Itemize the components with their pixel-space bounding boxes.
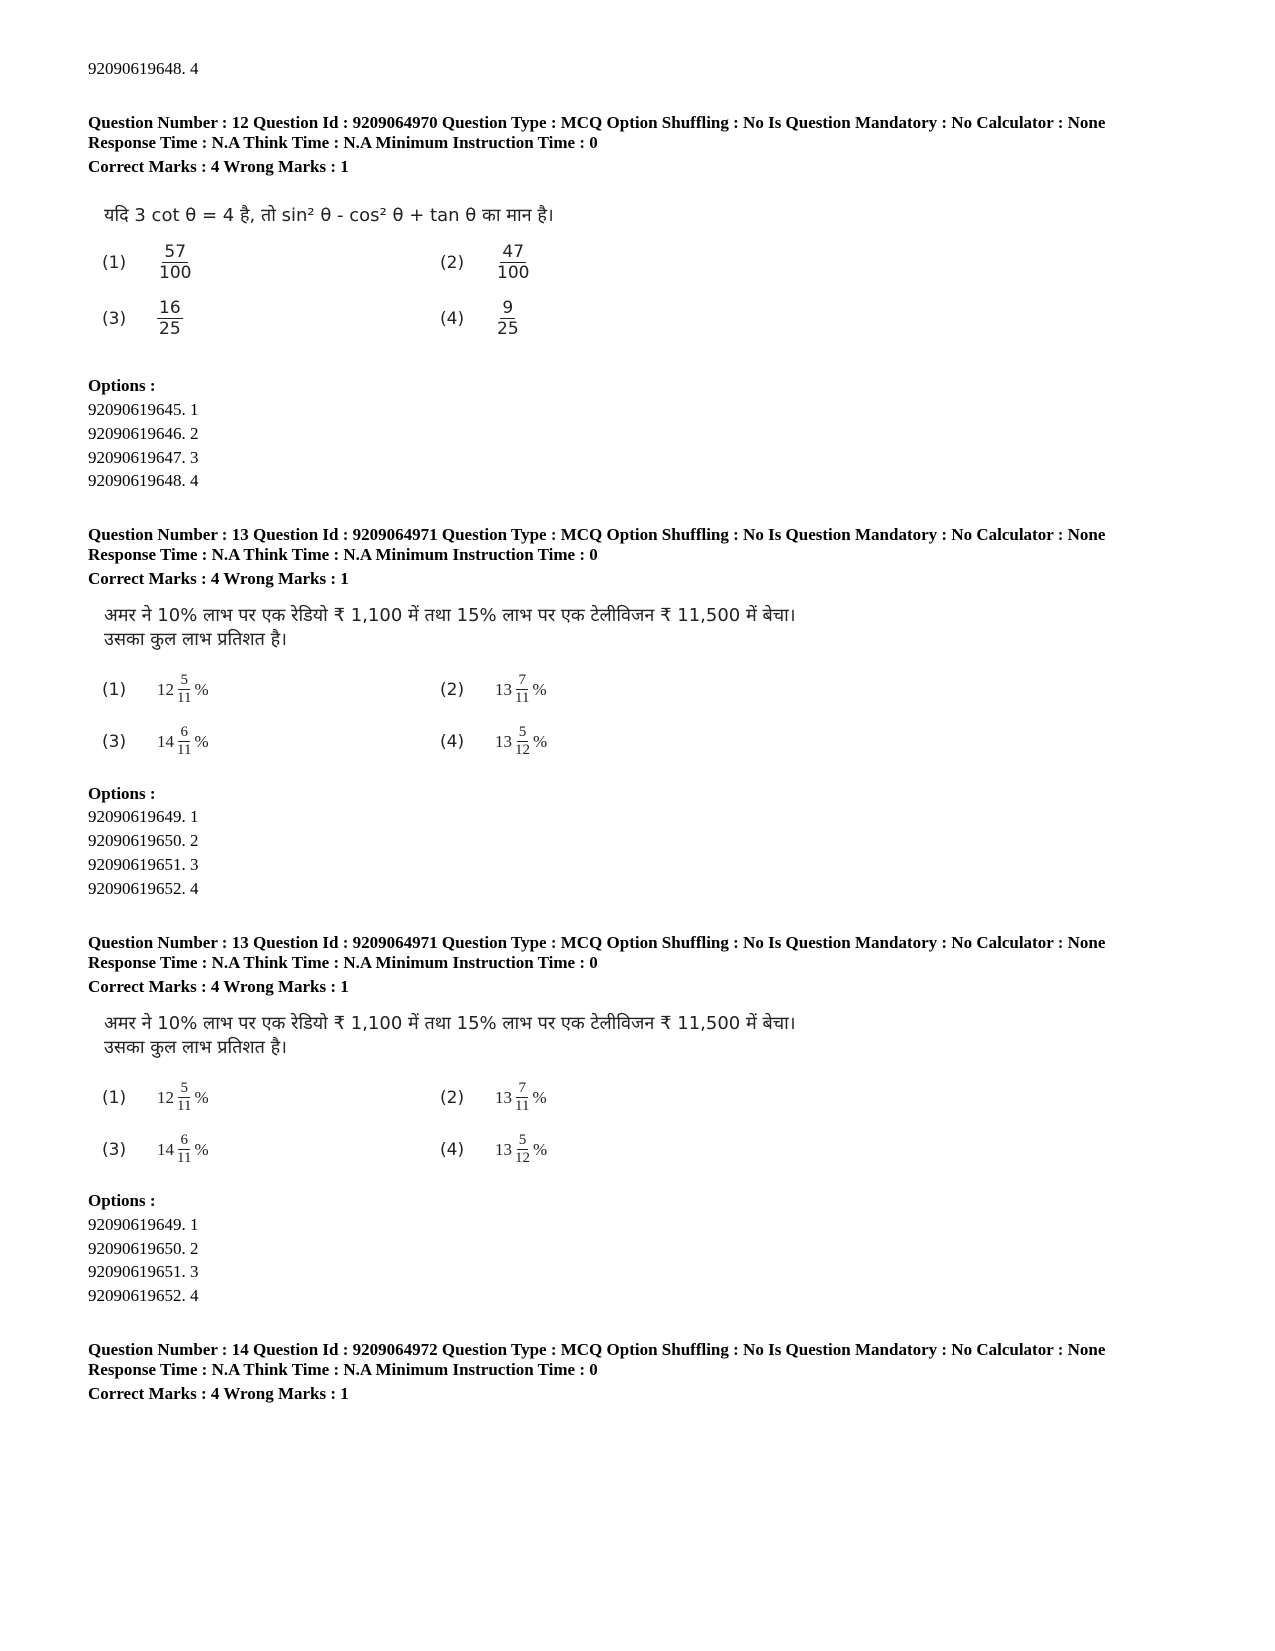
q12-choice-4: (4) $\frac{9}{25}$ [440, 298, 519, 339]
q13a-option-1: 92090619649. 1 [88, 807, 199, 826]
q14-header: Question Number : 14 Question Id : 9209064972 Question Type : MCQ Option Shuffling : No Is Question Mandatory : No Calculator : None [88, 1340, 1106, 1359]
q13b-header: Question Number : 13 Question Id : 9209064971 Question Type : MCQ Option Shuffling : No Is Question Mandatory : No Calculator : None [88, 933, 1106, 952]
q14-timing: Response Time : N.A Think Time : N.A Minimum Instruction Time : 0 [88, 1360, 598, 1379]
q12-question-image [88, 198, 868, 358]
q13b-choice-4: (4) 13 $\frac{5}{12}$ % [440, 1132, 548, 1166]
q12-option-4: 92090619648. 4 [88, 471, 199, 490]
q13a-choice-2: (2) 13 $\frac{7}{11}$ % [440, 672, 547, 706]
q13b-option-3: 92090619651. 3 [88, 1262, 199, 1281]
q13a-option-3: 92090619651. 3 [88, 855, 199, 874]
q13a-header: Question Number : 13 Question Id : 9209064971 Question Type : MCQ Option Shuffling : No Is Question Mandatory : No Calculator : None [88, 525, 1106, 544]
q13b-marks: Correct Marks : 4 Wrong Marks : 1 [88, 977, 349, 996]
q12-choice-2: (2) $\frac{47}{100}$ [440, 242, 530, 283]
q13a-question-text-1: अमर ने 10% लाभ पर एक रेडियो ₹ 1,100 में तथा 15% लाभ पर एक टेलीविजन ₹ 11,500 में बेचा। [104, 605, 796, 626]
q13b-question-text-2: उसका कुल लाभ प्रतिशत है। [104, 1037, 287, 1058]
q13b-question-text-1: अमर ने 10% लाभ पर एक रेडियो ₹ 1,100 में तथा 15% लाभ पर एक टेलीविजन ₹ 11,500 में बेचा। [104, 1013, 796, 1034]
q13a-choice-1: (1) 12 $\frac{5}{11}$ % [102, 672, 209, 706]
q12-question-text: यदि 3 cot θ = 4 है, तो sin² θ - cos² θ + tan θ का मान है। [104, 205, 554, 226]
q13b-option-1: 92090619649. 1 [88, 1215, 199, 1234]
previous-option-line: 92090619648. 4 [88, 59, 199, 78]
q12-choice-3: (3) $\frac{16}{25}$ [102, 298, 181, 339]
q12-option-3: 92090619647. 3 [88, 448, 199, 467]
q13a-option-4: 92090619652. 4 [88, 879, 199, 898]
q13a-timing: Response Time : N.A Think Time : N.A Minimum Instruction Time : 0 [88, 545, 598, 564]
q12-header: Question Number : 12 Question Id : 9209064970 Question Type : MCQ Option Shuffling : No Is Question Mandatory : No Calculator : None [88, 113, 1106, 132]
q13a-options-title: Options : [88, 784, 156, 803]
q13b-choice-2: (2) 13 $\frac{7}{11}$ % [440, 1080, 547, 1114]
q12-marks: Correct Marks : 4 Wrong Marks : 1 [88, 157, 349, 176]
q12-choice-1: (1) $\frac{57}{100}$ [102, 242, 192, 283]
q13a-option-2: 92090619650. 2 [88, 831, 199, 850]
q12-timing: Response Time : N.A Think Time : N.A Minimum Instruction Time : 0 [88, 133, 598, 152]
q13b-choice-1: (1) 12 $\frac{5}{11}$ % [102, 1080, 209, 1114]
q12-options-title: Options : [88, 376, 156, 395]
q13b-option-2: 92090619650. 2 [88, 1239, 199, 1258]
q13a-question-text-2: उसका कुल लाभ प्रतिशत है। [104, 629, 287, 650]
q13b-option-4: 92090619652. 4 [88, 1286, 199, 1305]
q13a-choice-4: (4) 13 $\frac{5}{12}$ % [440, 724, 548, 758]
q12-option-2: 92090619646. 2 [88, 424, 199, 443]
q13a-choice-3: (3) 14 $\frac{6}{11}$ % [102, 724, 209, 758]
q14-marks: Correct Marks : 4 Wrong Marks : 1 [88, 1384, 349, 1403]
q13b-question-image [88, 1010, 868, 1180]
q13b-choice-3: (3) 14 $\frac{6}{11}$ % [102, 1132, 209, 1166]
q13a-question-image [88, 602, 868, 772]
q13b-timing: Response Time : N.A Think Time : N.A Minimum Instruction Time : 0 [88, 953, 598, 972]
q12-option-1: 92090619645. 1 [88, 400, 199, 419]
q13a-marks: Correct Marks : 4 Wrong Marks : 1 [88, 569, 349, 588]
q13b-options-title: Options : [88, 1191, 156, 1210]
